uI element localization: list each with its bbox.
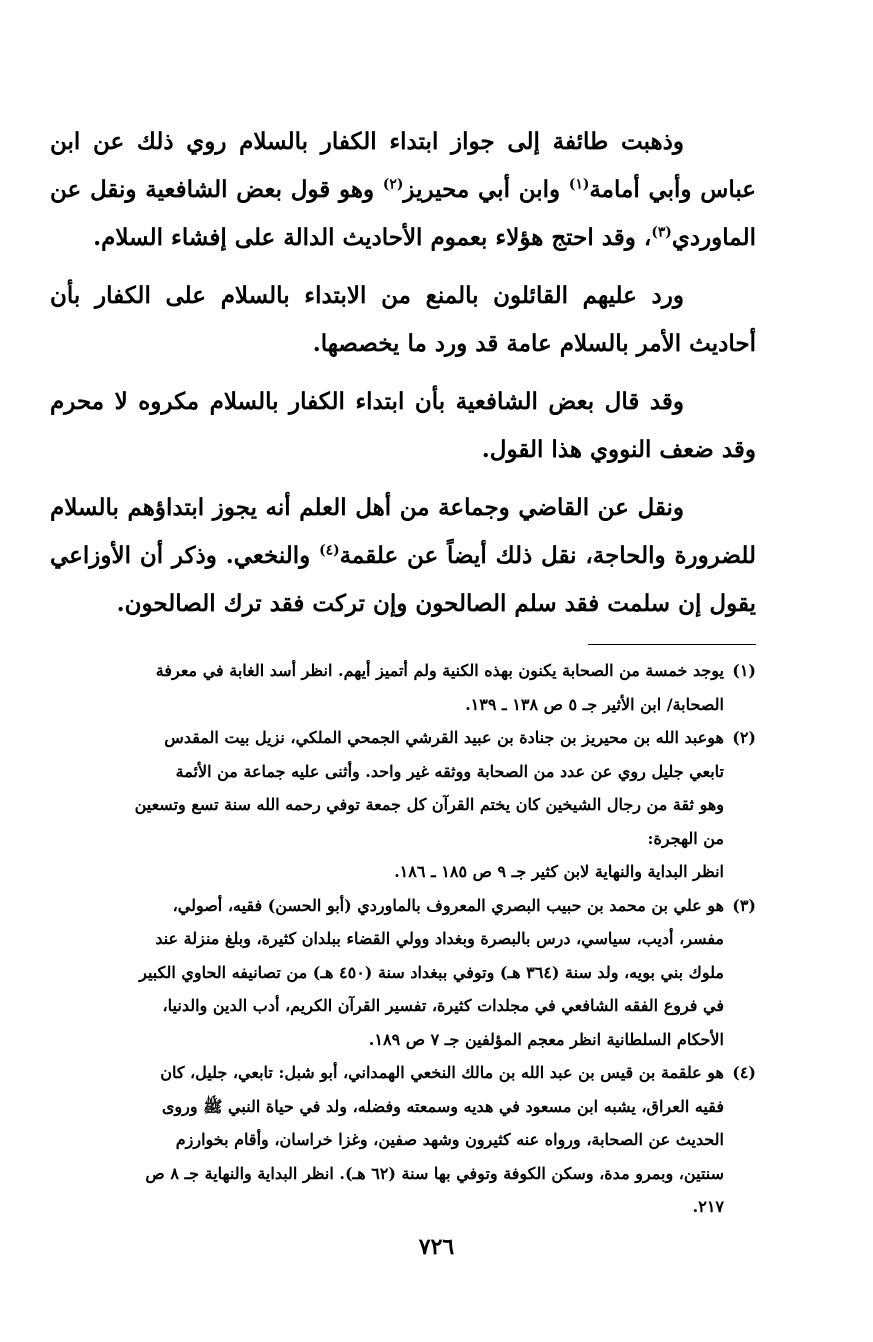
footnote-line: انظر البداية والنهاية لابن كثير جـ ٩ ص ١٨٥ ـ ١٨٦.: [394, 862, 724, 881]
footnote-line: الصحابة/ ابن الأثير جـ ٥ ص ١٣٨ ـ ١٣٩.: [465, 694, 724, 714]
footnote-ref-4: (٤): [319, 542, 340, 559]
footnote-number: (٤): [732, 1063, 756, 1082]
footnote-line: في فروع الفقه الشافعي في مجلدات كثيرة، تفسير القرآن الكريم، أدب الدين والدنيا،: [162, 996, 724, 1015]
footnote-line: سنتين، وبمرو مدة، وسكن الكوفة وتوفي بها سنة (٦٢ هـ). انظر البداية والنهاية جـ ٨ ص: [145, 1163, 724, 1183]
page-number: ٧٢٦: [418, 1234, 455, 1260]
page-content: [50, 118, 756, 1224]
footnote-ref-3: (٣): [651, 224, 672, 241]
footnote-line: من الهجرة:: [647, 828, 724, 848]
footnote-line: هو علي بن محمد بن حبيب البصري المعروف بالماوردي (أبو الحسن) فقيه، أصولي،: [172, 895, 724, 915]
footnote-1: [50, 654, 756, 721]
body-paragraph-2: ورد عليهم القائلون بالمنع من الابتداء بالسلام على الكفار بأن أحاديث الأمر بالسلام عامة قد ورد ما يخصصها.: [50, 282, 756, 357]
footnote-line: ٢١٧.: [692, 1197, 724, 1216]
footnote-line: هوعبد الله بن محيريز بن جنادة بن عبيد القرشي الجمحي الملكي، نزيل بيت المقدس: [164, 728, 724, 747]
footnote-line: هو علقمة بن قيس بن عبد الله بن مالك النخعي الهمداني، أبو شبل: تابعي، جليل، كان: [160, 1063, 724, 1082]
body-paragraph-3: وقد قال بعض الشافعية بأن ابتداء الكفار بالسلام مكروه لا محرم وقد ضعف النووي هذا القول.: [50, 388, 756, 463]
footnote-line: وهو ثقة من رجال الشيخين كان يختم القرآن كل جمعة توفي رحمه الله سنة تسع وتسعين: [134, 795, 724, 814]
paragraph-1-text-b: وابن أبي محيريز: [403, 176, 569, 203]
body-paragraph-4: [50, 484, 756, 628]
footnote-ref-2: (٢): [382, 176, 404, 193]
paragraph-1-text-a: وذهبت طائفة إلى جواز ابتداء الكفار بالسلام روي ذلك عن ابن عباس وأبي أمامة: [50, 128, 757, 203]
footnote-rule-line: [588, 644, 756, 645]
paragraph-4-text-b: والنخعي. وذكر أن الأوزاعي يقول إن سلمت فقد سلم الصالحون وإن تركت فقد ترك الصالحون.: [50, 542, 756, 617]
footnote-2: [50, 721, 756, 889]
paragraph-4-text-a: ونقل عن القاضي وجماعة من أهل العلم أنه يجوز ابتداؤهم بالسلام للضرورة والحاجة، نقل ذلك أيضاً عن علقمة: [50, 494, 756, 569]
paragraph-1-text-d: ، وقد احتج هؤلاء بعموم الأحاديث الدالة على إفشاء السلام.: [93, 224, 652, 251]
footnote-line: يوجد خمسة من الصحابة يكنون بهذه الكنية ولم أتميز أيهم. انظر أسد الغابة في معرفة: [155, 661, 724, 680]
footnote-line: تابعي جليل روي عن عدد من الصحابة ووثقه غير واحد. وأثنى عليه جماعة من الأئمة: [175, 761, 724, 781]
footnote-line: ملوك بني بويه، ولد سنة (٣٦٤ هـ) وتوفي ببغداد سنة (٤٥٠ هـ) من تصانيفه الحاوي الكبير: [139, 962, 724, 982]
footnotes: [50, 654, 756, 1224]
footnote-line: الأحكام السلطانية انظر معجم المؤلفين جـ ٧ ص ١٨٩.: [368, 1029, 724, 1049]
footnote-3: [50, 889, 756, 1057]
footnote-line: مفسر، أديب، سياسي، درس بالبصرة وبغداد وولي القضاء ببلدان كثيرة، وبلغ منزلة عند: [155, 929, 724, 948]
footnote-separator: [50, 638, 756, 652]
footnote-number: (٣): [732, 895, 756, 915]
footnote-4: [50, 1056, 756, 1224]
footnote-number: (٢): [732, 728, 756, 747]
body-paragraph-1: [50, 118, 756, 262]
paragraph-1-text-c: وهو قول بعض الشافعية ونقل عن الماوردي: [50, 176, 756, 251]
footnote-line: فقيه العراق، يشبه ابن مسعود في هديه وسمعته وفضله، ولد في حياة النبي ﷺ وروى: [161, 1096, 724, 1116]
footnote-line: الحديث عن الصحابة، ورواه عنه كثيرون وشهد صفين، وغزا خراسان، وأقام بخوارزم: [175, 1130, 724, 1149]
footnote-ref-1: (١): [568, 176, 590, 193]
footnote-number: (١): [732, 661, 756, 680]
